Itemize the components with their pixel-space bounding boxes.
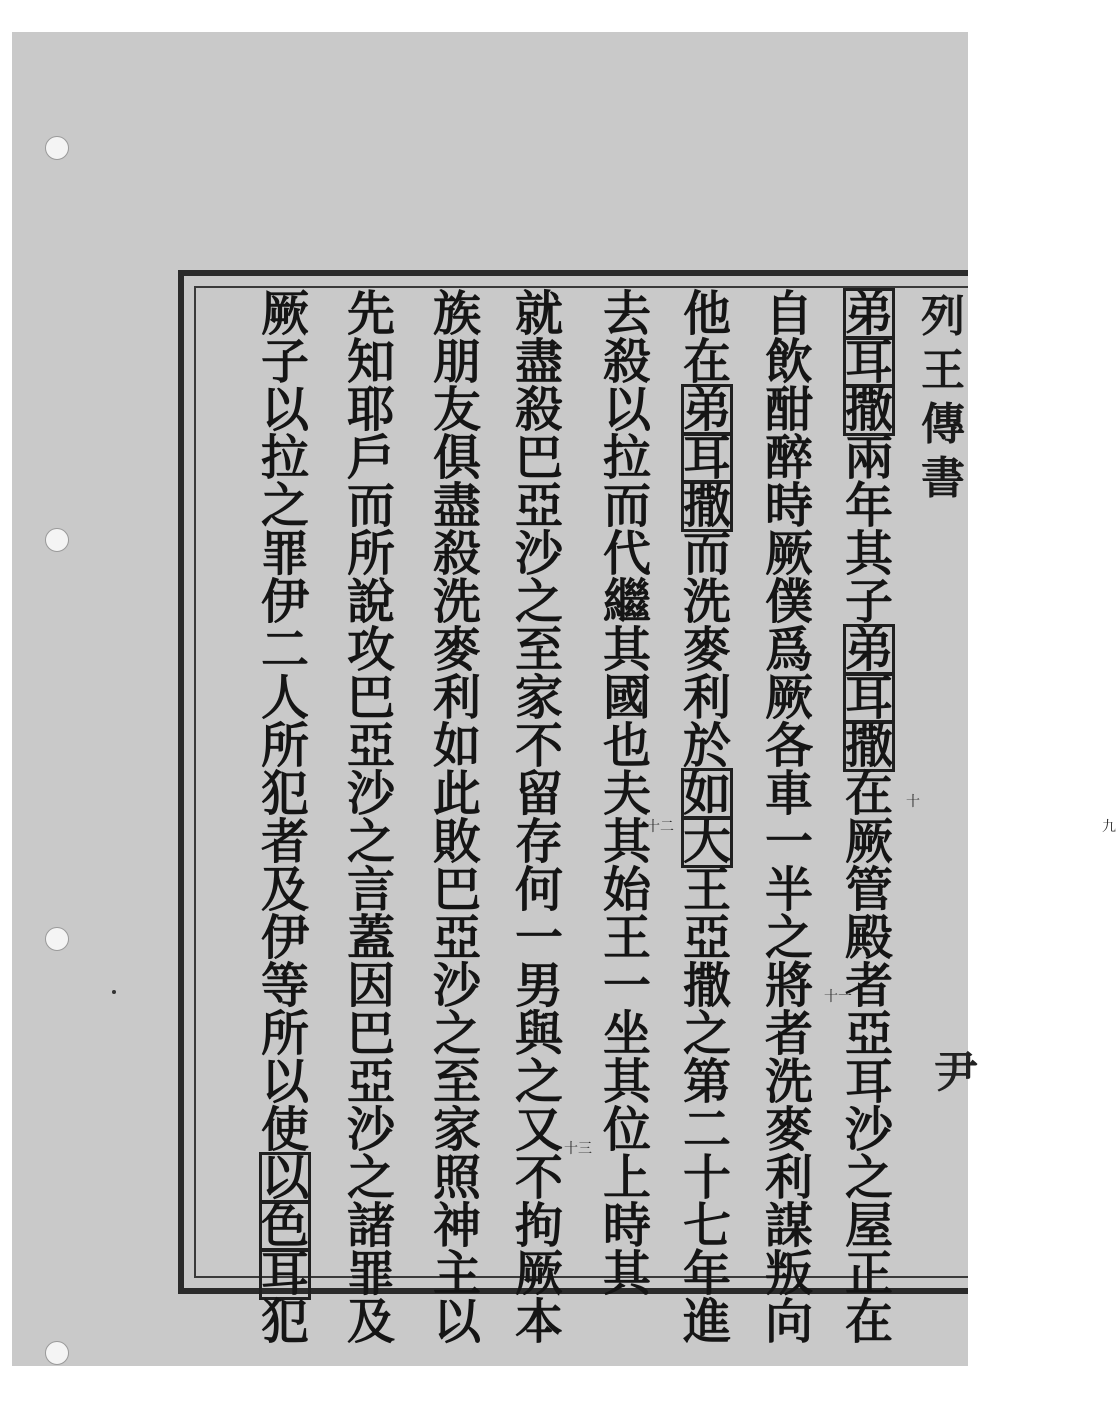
glyph: 不: [514, 1150, 563, 1206]
title-char: 傳: [921, 399, 965, 450]
glyph: 撒: [682, 478, 731, 534]
glyph: 年: [682, 1246, 731, 1302]
glyph: 位: [602, 1102, 651, 1158]
glyph: 之: [260, 478, 309, 534]
glyph: 犯: [260, 766, 309, 822]
glyph: 子: [844, 574, 893, 630]
glyph: 所: [346, 526, 395, 582]
glyph: 亞: [346, 1054, 395, 1110]
punch-hole: [45, 1341, 69, 1365]
glyph: 神: [432, 1198, 481, 1254]
glyph: 攻: [346, 622, 395, 678]
glyph: 者: [260, 814, 309, 870]
glyph: 厥: [844, 814, 893, 870]
glyph: 在: [844, 766, 893, 822]
glyph: 所: [260, 718, 309, 774]
glyph: 第: [682, 1054, 731, 1110]
glyph: 弟: [682, 382, 731, 438]
punch-hole: [45, 528, 69, 552]
glyph: 一: [764, 814, 813, 870]
glyph: 以: [260, 1150, 309, 1206]
glyph: 沙: [346, 766, 395, 822]
glyph: 酣: [764, 382, 813, 438]
glyph: 以: [260, 382, 309, 438]
glyph: 使: [260, 1102, 309, 1158]
glyph: 僕: [764, 574, 813, 630]
glyph: 知: [346, 334, 395, 390]
glyph: 友: [432, 382, 481, 438]
glyph: 也: [602, 718, 651, 774]
glyph: 時: [602, 1198, 651, 1254]
glyph: 年: [844, 478, 893, 534]
glyph: 之: [346, 1150, 395, 1206]
glyph: 敗: [432, 814, 481, 870]
glyph: 以: [260, 1054, 309, 1110]
glyph: 主: [432, 1246, 481, 1302]
glyph: 厥: [260, 286, 309, 342]
page-marker: 尹: [934, 1047, 978, 1098]
glyph: 亞: [682, 910, 731, 966]
glyph: 之: [764, 910, 813, 966]
glyph: 如: [682, 766, 731, 822]
glyph: 各: [764, 718, 813, 774]
glyph: 巴: [514, 430, 563, 486]
glyph: 殺: [432, 526, 481, 582]
text-column-4: [590, 286, 664, 1302]
glyph: 半: [764, 862, 813, 918]
glyph: 時: [764, 478, 813, 534]
glyph: 而: [602, 478, 651, 534]
glyph: 飲: [764, 334, 813, 390]
glyph: 如: [432, 718, 481, 774]
glyph: 殺: [514, 382, 563, 438]
glyph: 於: [682, 718, 731, 774]
annotation-number: 十三: [564, 1141, 592, 1157]
glyph: 色: [260, 1198, 309, 1254]
glyph: 與: [514, 1006, 563, 1062]
glyph: 所: [260, 1006, 309, 1062]
glyph: 諸: [346, 1198, 395, 1254]
title-char: 列: [921, 291, 965, 342]
glyph: 家: [514, 670, 563, 726]
text-column-3: [670, 286, 744, 1350]
glyph: 代: [602, 526, 651, 582]
glyph: 國: [602, 670, 651, 726]
glyph: 亞: [346, 718, 395, 774]
glyph: 上: [602, 1150, 651, 1206]
glyph: 其: [602, 814, 651, 870]
glyph: 沙: [432, 958, 481, 1014]
glyph: 弟: [844, 622, 893, 678]
glyph: 伊: [260, 574, 309, 630]
glyph: 他: [682, 286, 731, 342]
glyph: 麥: [682, 622, 731, 678]
glyph: 存: [514, 814, 563, 870]
glyph: 之: [346, 814, 395, 870]
glyph: 以: [602, 382, 651, 438]
glyph: 其: [602, 1246, 651, 1302]
glyph: 管: [844, 862, 893, 918]
glyph: 耳: [844, 670, 893, 726]
glyph: 自: [764, 286, 813, 342]
glyph: 洗: [764, 1054, 813, 1110]
glyph: 之: [844, 1150, 893, 1206]
glyph: 在: [682, 334, 731, 390]
glyph: 車: [764, 766, 813, 822]
glyph: 罪: [346, 1246, 395, 1302]
glyph: 叛: [764, 1246, 813, 1302]
glyph: 拉: [260, 430, 309, 486]
glyph: 言: [346, 862, 395, 918]
glyph: 之: [432, 1006, 481, 1062]
glyph: 厥: [764, 670, 813, 726]
glyph: 沙: [346, 1102, 395, 1158]
glyph: 耳: [682, 430, 731, 486]
punch-hole: [45, 927, 69, 951]
glyph: 子: [260, 334, 309, 390]
glyph: 先: [346, 286, 395, 342]
printed-page-frame: [178, 270, 1116, 1350]
annotation-number: 十二: [646, 819, 674, 835]
glyph: 利: [432, 670, 481, 726]
glyph: 伊: [260, 910, 309, 966]
glyph: 本: [514, 1294, 563, 1350]
glyph: 人: [260, 670, 309, 726]
glyph: 夫: [602, 766, 651, 822]
glyph: 蓋: [346, 910, 395, 966]
glyph: 照: [432, 1150, 481, 1206]
glyph: 至: [514, 622, 563, 678]
glyph: 正: [844, 1246, 893, 1302]
text-column-5: [502, 286, 576, 1350]
glyph: 亞: [844, 1006, 893, 1062]
glyph: 巴: [432, 862, 481, 918]
glyph: 及: [260, 862, 309, 918]
glyph: 家: [432, 1102, 481, 1158]
glyph: 而: [682, 526, 731, 582]
glyph: 耳: [844, 1054, 893, 1110]
glyph: 二: [682, 1102, 731, 1158]
glyph: 始: [602, 862, 651, 918]
glyph: 罪: [260, 526, 309, 582]
glyph: 俱: [432, 430, 481, 486]
glyph: 又: [514, 1102, 563, 1158]
glyph: 說: [346, 574, 395, 630]
glyph: 之: [682, 1006, 731, 1062]
glyph: 厥: [514, 1246, 563, 1302]
glyph: 一: [602, 958, 651, 1014]
glyph: 繼: [602, 574, 651, 630]
text-column-7: [334, 286, 408, 1350]
glyph: 此: [432, 766, 481, 822]
glyph: 亞: [514, 478, 563, 534]
glyph: 謀: [764, 1198, 813, 1254]
glyph: 兩: [844, 430, 893, 486]
glyph: 者: [844, 958, 893, 1014]
glyph: 將: [764, 958, 813, 1014]
glyph: 其: [602, 622, 651, 678]
glyph: 其: [844, 526, 893, 582]
glyph: 盡: [432, 478, 481, 534]
glyph: 十: [682, 1150, 731, 1206]
glyph: 及: [346, 1294, 395, 1350]
glyph: 族: [432, 286, 481, 342]
glyph: 去: [602, 286, 651, 342]
glyph: 利: [682, 670, 731, 726]
text-column-2: [752, 286, 826, 1350]
glyph: 殺: [602, 334, 651, 390]
glyph: 沙: [514, 526, 563, 582]
annotation-number: 九: [1102, 819, 1116, 835]
glyph: 厥: [764, 526, 813, 582]
glyph: 犯: [260, 1294, 309, 1350]
glyph: 拘: [514, 1198, 563, 1254]
glyph: 利: [764, 1150, 813, 1206]
glyph: 而: [346, 478, 395, 534]
title-char: 書: [921, 453, 965, 504]
glyph: 其: [602, 1054, 651, 1110]
glyph: 七: [682, 1198, 731, 1254]
glyph: 巴: [346, 670, 395, 726]
glyph: 洗: [682, 574, 731, 630]
annotation-number: 十一: [824, 989, 852, 1005]
glyph: 因: [346, 958, 395, 1014]
glyph: 撒: [682, 958, 731, 1014]
glyph: 耶: [346, 382, 395, 438]
glyph: 耳: [260, 1246, 309, 1302]
running-title: [919, 290, 967, 504]
glyph: 沙: [844, 1102, 893, 1158]
text-column-8: [248, 286, 322, 1350]
glyph: 等: [260, 958, 309, 1014]
glyph: 向: [764, 1294, 813, 1350]
punch-hole: [45, 136, 69, 160]
glyph: 一: [514, 910, 563, 966]
stray-mark: [112, 990, 116, 994]
glyph: 戶: [346, 430, 395, 486]
glyph: 大: [682, 814, 731, 870]
glyph: 殿: [844, 910, 893, 966]
glyph: 王: [682, 862, 731, 918]
glyph: 至: [432, 1054, 481, 1110]
glyph: 男: [514, 958, 563, 1014]
glyph: 就: [514, 286, 563, 342]
text-column-1: [832, 286, 906, 1350]
glyph: 醉: [764, 430, 813, 486]
glyph: 洗: [432, 574, 481, 630]
glyph: 屋: [844, 1198, 893, 1254]
glyph: 以: [432, 1294, 481, 1350]
glyph: 拉: [602, 430, 651, 486]
glyph: 撒: [844, 382, 893, 438]
glyph: 進: [682, 1294, 731, 1350]
text-column-6: [420, 286, 494, 1350]
glyph: 爲: [764, 622, 813, 678]
glyph: 麥: [764, 1102, 813, 1158]
glyph: 坐: [602, 1006, 651, 1062]
glyph: 耳: [844, 334, 893, 390]
glyph: 何: [514, 862, 563, 918]
glyph: 麥: [432, 622, 481, 678]
glyph: 在: [844, 1294, 893, 1350]
glyph: 之: [514, 574, 563, 630]
glyph: 二: [260, 622, 309, 678]
glyph: 王: [602, 910, 651, 966]
title-char: 王: [921, 345, 965, 396]
glyph: 留: [514, 766, 563, 822]
glyph: 盡: [514, 334, 563, 390]
glyph: 亞: [432, 910, 481, 966]
glyph: 者: [764, 1006, 813, 1062]
annotation-number: 十: [906, 794, 920, 810]
glyph: 撒: [844, 718, 893, 774]
glyph: 朋: [432, 334, 481, 390]
glyph: 之: [514, 1054, 563, 1110]
glyph: 不: [514, 718, 563, 774]
glyph: 巴: [346, 1006, 395, 1062]
glyph: 弟: [844, 286, 893, 342]
